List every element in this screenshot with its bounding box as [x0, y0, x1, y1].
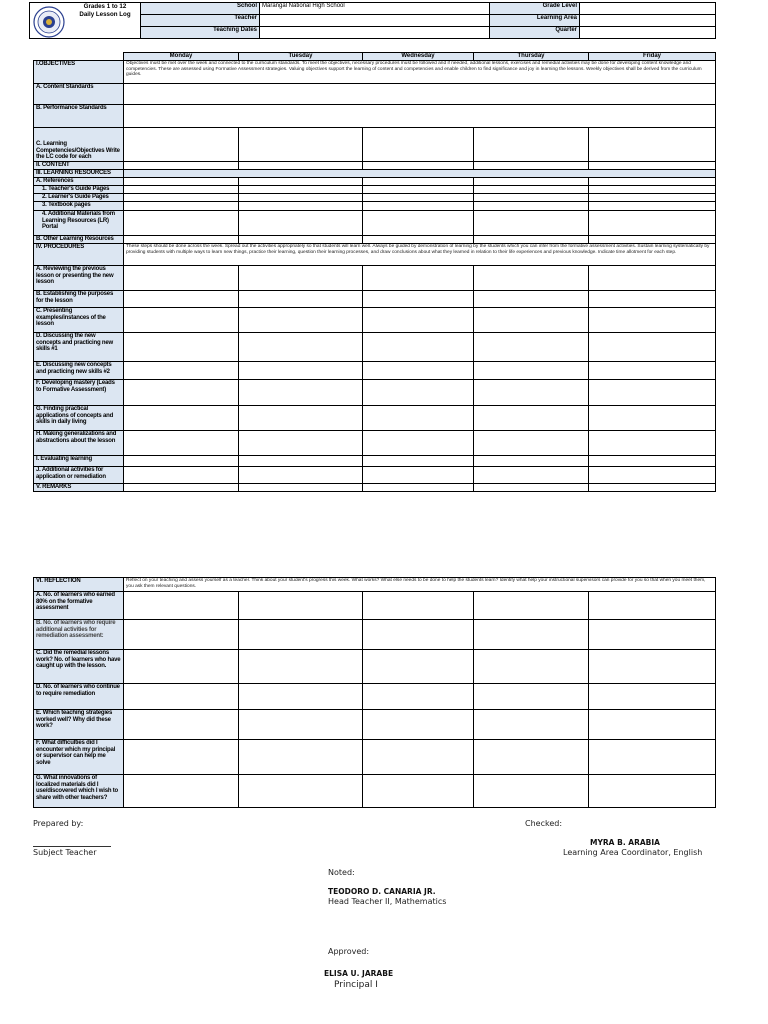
cell[interactable] — [239, 308, 363, 333]
procedure-f-row — [34, 380, 716, 406]
cell[interactable] — [589, 592, 716, 620]
checked-name: MYRA B. ARABIA — [590, 838, 660, 847]
cell[interactable] — [363, 467, 474, 484]
cell[interactable] — [474, 291, 589, 308]
procedure-e-row — [34, 362, 716, 380]
teachers-guide-row — [34, 186, 716, 194]
cell[interactable] — [239, 178, 363, 186]
references-row — [34, 178, 716, 186]
cell[interactable] — [124, 592, 239, 620]
procedure-g-row — [34, 406, 716, 431]
school-label: School — [141, 3, 260, 15]
cell[interactable] — [474, 740, 589, 775]
cell[interactable] — [124, 308, 239, 333]
cell[interactable] — [363, 740, 474, 775]
cell[interactable] — [589, 333, 716, 362]
area-label: Learning Area — [490, 15, 580, 27]
cell[interactable] — [363, 380, 474, 406]
cell[interactable] — [589, 456, 716, 467]
cell[interactable] — [589, 186, 716, 194]
reflection-note: Reflect on your teaching and assess yourself as a teacher. Think about your student's progress this week. What works? What else needs to be done to help the students learn? Identify what help your instructional supervisors can provide for you so that when you meet them, you ask them relevant questions. — [124, 578, 716, 592]
cell[interactable] — [363, 186, 474, 194]
cell[interactable] — [363, 333, 474, 362]
cell[interactable] — [239, 202, 363, 211]
procedure-g-label: G. Finding practical applications of concepts and skills in daily living — [34, 406, 124, 431]
reflection-e-row — [34, 710, 716, 740]
cell[interactable] — [474, 308, 589, 333]
cell[interactable] — [239, 431, 363, 456]
cell[interactable] — [239, 236, 363, 244]
cell[interactable] — [239, 484, 363, 492]
form-title-line-1: Grades 1 to 12 — [83, 3, 127, 10]
cell[interactable] — [474, 592, 589, 620]
cell[interactable] — [363, 194, 474, 202]
cell[interactable] — [239, 710, 363, 740]
cell[interactable] — [474, 194, 589, 202]
cell[interactable] — [363, 775, 474, 808]
day-header-row — [34, 53, 716, 61]
procedure-d-label: D. Discussing the new concepts and practicing new skills #1 — [34, 333, 124, 362]
cell[interactable] — [363, 710, 474, 740]
cell[interactable] — [363, 178, 474, 186]
teacher-field[interactable] — [260, 15, 490, 27]
procedures-note: These steps should be done across the week. Spread out the activities appropriately so that students will learn well. Always be guided by demonstration of learning by the students which you can infer from the formative assessment activities. Sustain learning systematically by providing students with multiple ways to learn new things, practice their learning, question their learning processes, and draw conclusions about what they learned in relation to their life experiences and previous knowledge. Indicate time allotment for each step. — [124, 244, 716, 266]
references-label: A. References — [34, 178, 124, 186]
cell[interactable] — [239, 592, 363, 620]
cell[interactable] — [474, 202, 589, 211]
grade-label: Grade Level — [490, 3, 580, 15]
procedure-i-row — [34, 456, 716, 467]
cell[interactable] — [589, 194, 716, 202]
cell[interactable] — [363, 266, 474, 291]
cell[interactable] — [239, 406, 363, 431]
cell[interactable] — [124, 484, 239, 492]
header-table — [29, 2, 716, 39]
cell[interactable] — [239, 380, 363, 406]
cell[interactable] — [124, 186, 239, 194]
procedure-j-label: J. Additional activities for application or remediation — [34, 467, 124, 484]
cell[interactable] — [589, 740, 716, 775]
cell[interactable] — [474, 650, 589, 684]
textbook-row — [34, 202, 716, 211]
learning-resources-label: III. LEARNING RESOURCES — [34, 170, 124, 178]
cell[interactable] — [124, 162, 239, 170]
cell[interactable] — [124, 650, 239, 684]
procedure-j-row — [34, 467, 716, 484]
reflection-b-row — [34, 620, 716, 650]
cell[interactable] — [474, 333, 589, 362]
cell[interactable] — [124, 194, 239, 202]
cell[interactable] — [124, 333, 239, 362]
day-friday: Friday — [589, 53, 716, 61]
grade-field[interactable] — [580, 3, 716, 15]
noted-label: Noted: — [328, 868, 355, 877]
cell[interactable] — [474, 710, 589, 740]
procedures-row — [34, 244, 716, 266]
other-resources-row — [34, 236, 716, 244]
cell[interactable] — [239, 333, 363, 362]
cell[interactable] — [474, 128, 589, 162]
cell[interactable] — [589, 362, 716, 380]
cell[interactable] — [363, 236, 474, 244]
cell[interactable] — [589, 202, 716, 211]
day-tuesday: Tuesday — [239, 53, 363, 61]
reflection-b-label: B. No. of learners who require additional activities for remediation assessment: — [34, 620, 124, 650]
cell[interactable] — [589, 162, 716, 170]
reflection-label: VI. REFLECTION — [34, 578, 124, 592]
cell[interactable] — [239, 186, 363, 194]
learning-resources-row — [34, 170, 716, 178]
cell[interactable] — [239, 211, 363, 236]
cell[interactable] — [363, 431, 474, 456]
content-standards-field[interactable] — [124, 84, 716, 105]
reflection-table — [33, 577, 716, 808]
cell[interactable] — [363, 592, 474, 620]
cell[interactable] — [363, 684, 474, 710]
reflection-e-label: E. Which teaching strategies worked well? Why did these work? — [34, 710, 124, 740]
procedure-c-row — [34, 308, 716, 333]
procedure-c-label: C. Presenting examples/instances of the lesson — [34, 308, 124, 333]
corner-cell — [34, 53, 124, 61]
teachers-guide-label: 1. Teacher's Guide Pages — [34, 186, 124, 194]
cell[interactable] — [124, 128, 239, 162]
cell[interactable] — [239, 266, 363, 291]
day-wednesday: Wednesday — [363, 53, 474, 61]
procedure-f-label: F. Developing mastery (Leads to Formative Assessment) — [34, 380, 124, 406]
procedure-h-label: H. Making generalizations and abstractions about the lesson — [34, 431, 124, 456]
reflection-d-row — [34, 684, 716, 710]
cell[interactable] — [239, 775, 363, 808]
prepared-by-label: Prepared by: — [33, 819, 84, 828]
cell[interactable] — [589, 484, 716, 492]
noted-role: Head Teacher II, Mathematics — [328, 897, 447, 906]
procedure-e-label: E. Discussing new concepts and practicing new skills #2 — [34, 362, 124, 380]
cell[interactable] — [363, 291, 474, 308]
cell[interactable] — [124, 266, 239, 291]
cell[interactable] — [474, 467, 589, 484]
textbook-label: 3. Textbook pages — [34, 202, 124, 211]
area-field[interactable] — [580, 15, 716, 27]
cell[interactable] — [589, 308, 716, 333]
performance-standards-field[interactable] — [124, 105, 716, 128]
cell[interactable] — [589, 266, 716, 291]
cell[interactable] — [363, 211, 474, 236]
cell[interactable] — [474, 178, 589, 186]
cell[interactable] — [363, 484, 474, 492]
cell[interactable] — [239, 162, 363, 170]
cell[interactable] — [124, 740, 239, 775]
cell[interactable] — [589, 710, 716, 740]
noted-name: TEODORO D. CANARIA JR. — [328, 887, 436, 896]
cell[interactable] — [124, 684, 239, 710]
learners-guide-row — [34, 194, 716, 202]
reflection-a-label: A. No. of learners who earned 80% on the formative assessment — [34, 592, 124, 620]
cell[interactable] — [239, 684, 363, 710]
content-row — [34, 162, 716, 170]
approved-role: Principal I — [334, 980, 378, 990]
day-monday: Monday — [124, 53, 239, 61]
cell[interactable] — [363, 650, 474, 684]
cell[interactable] — [124, 291, 239, 308]
cell[interactable] — [363, 406, 474, 431]
cell[interactable] — [363, 308, 474, 333]
cell[interactable] — [474, 186, 589, 194]
cell[interactable] — [124, 211, 239, 236]
reflection-g-label: G. What innovations of localized materials did I use/discovered which I wish to share with other teachers? — [34, 775, 124, 808]
remarks-row — [34, 484, 716, 492]
objectives-note: Objectives must be met over the week and connected to the curriculum standards. To meet the objectives, necessary procedures must be followed and if needed, additional lessons, exercises and remedial activities may be done for developing content knowledge and competencies. These are assessed using Formative Assessment strategies. Valuing objectives support the learning of content and competencies and enable children to find significance and joy in learning the lessons. Weekly objectives shall be derived from the curriculum guides. — [124, 61, 716, 84]
remarks-label: V. REMARKS — [34, 484, 124, 492]
cell[interactable] — [239, 362, 363, 380]
cell[interactable] — [589, 178, 716, 186]
cell[interactable] — [474, 431, 589, 456]
cell[interactable] — [474, 775, 589, 808]
additional-materials-row — [34, 211, 716, 236]
cell[interactable] — [239, 128, 363, 162]
cell[interactable] — [363, 456, 474, 467]
procedure-a-label: A. Reviewing the previous lesson or presenting the new lesson — [34, 266, 124, 291]
procedure-b-row — [34, 291, 716, 308]
cell[interactable] — [363, 620, 474, 650]
cell[interactable] — [589, 684, 716, 710]
cell[interactable] — [589, 380, 716, 406]
teacher-label: Teacher — [141, 15, 260, 27]
cell[interactable] — [474, 406, 589, 431]
cell[interactable] — [239, 740, 363, 775]
cell[interactable] — [474, 484, 589, 492]
cell[interactable] — [474, 162, 589, 170]
reflection-f-row — [34, 740, 716, 775]
procedure-a-row — [34, 266, 716, 291]
cell[interactable] — [124, 362, 239, 380]
day-thursday: Thursday — [474, 53, 589, 61]
dates-field[interactable] — [260, 27, 490, 39]
performance-standards-row — [34, 105, 716, 128]
additional-materials-label: 4. Additional Materials from Learning Resources (LR) Portal — [34, 211, 124, 236]
cell[interactable] — [589, 236, 716, 244]
prepared-signature-line — [33, 846, 111, 847]
cell[interactable] — [474, 380, 589, 406]
cell[interactable] — [124, 456, 239, 467]
performance-standards-label: B. Performance Standards — [34, 105, 124, 128]
cell[interactable] — [124, 236, 239, 244]
reflection-g-row — [34, 775, 716, 808]
cell[interactable] — [589, 467, 716, 484]
reflection-d-label: D. No. of learners who continue to require remediation — [34, 684, 124, 710]
reflection-a-row — [34, 592, 716, 620]
cell[interactable] — [589, 291, 716, 308]
cell[interactable] — [239, 194, 363, 202]
content-standards-row — [34, 84, 716, 105]
checked-label: Checked: — [525, 819, 563, 828]
cell[interactable] — [474, 620, 589, 650]
cell[interactable] — [589, 211, 716, 236]
objectives-label: I.OBJECTIVES — [34, 61, 124, 84]
cell[interactable] — [124, 620, 239, 650]
reflection-c-row — [34, 650, 716, 684]
reflection-row — [34, 578, 716, 592]
cell[interactable] — [239, 291, 363, 308]
learning-resources-span — [124, 170, 716, 178]
procedure-b-label: B. Establishing the purposes for the lesson — [34, 291, 124, 308]
procedures-label: IV. PROCEDURES — [34, 244, 124, 266]
quarter-field[interactable] — [580, 27, 716, 39]
objectives-row — [34, 61, 716, 84]
cell[interactable] — [124, 775, 239, 808]
cell[interactable] — [589, 650, 716, 684]
cell[interactable] — [474, 236, 589, 244]
cell[interactable] — [589, 620, 716, 650]
school-field[interactable]: Marangal National High School — [260, 3, 490, 15]
cell[interactable] — [474, 266, 589, 291]
reflection-c-label: C. Did the remedial lessons work? No. of learners who have caught up with the lesson. — [34, 650, 124, 684]
cell[interactable] — [363, 362, 474, 380]
content-label: II. CONTENT — [34, 162, 124, 170]
cell[interactable] — [239, 456, 363, 467]
cell[interactable] — [239, 467, 363, 484]
form-title-line-2: Daily Lesson Log — [79, 11, 131, 18]
learning-competencies-label: C. Learning Competencies/Objectives Write the LC code for each — [34, 128, 124, 162]
cell[interactable] — [239, 620, 363, 650]
procedure-d-row — [34, 333, 716, 362]
cell[interactable] — [124, 406, 239, 431]
approved-name: ELISA U. JARABE — [324, 969, 394, 978]
cell[interactable] — [363, 202, 474, 211]
cell[interactable] — [363, 128, 474, 162]
cell[interactable] — [589, 128, 716, 162]
seal-cell — [30, 3, 141, 39]
reflection-f-label: F. What difficulties did I encounter which my principal or supervisor can help me solve — [34, 740, 124, 775]
cell[interactable] — [589, 406, 716, 431]
quarter-label: Quarter — [490, 27, 580, 39]
cell[interactable] — [239, 650, 363, 684]
cell[interactable] — [124, 380, 239, 406]
other-resources-label: B. Other Learning Resources — [34, 236, 124, 244]
procedure-i-label: I. Evaluating learning — [34, 456, 124, 467]
checked-role: Learning Area Coordinator, English — [563, 848, 703, 857]
cell[interactable] — [124, 178, 239, 186]
lesson-log-table — [33, 52, 716, 492]
cell[interactable] — [474, 211, 589, 236]
cell[interactable] — [589, 431, 716, 456]
cell[interactable] — [474, 684, 589, 710]
procedure-h-row — [34, 431, 716, 456]
learners-guide-label: 2. Learner's Guide Pages — [34, 194, 124, 202]
cell[interactable] — [124, 431, 239, 456]
cell[interactable] — [124, 710, 239, 740]
cell[interactable] — [363, 162, 474, 170]
dates-label: Teaching Dates — [141, 27, 260, 39]
cell[interactable] — [474, 456, 589, 467]
cell[interactable] — [589, 775, 716, 808]
approved-label: Approved: — [328, 947, 370, 956]
content-standards-label: A. Content Standards — [34, 84, 124, 105]
cell[interactable] — [124, 202, 239, 211]
prepared-role: Subject Teacher — [33, 848, 97, 857]
learning-competencies-row — [34, 128, 716, 162]
cell[interactable] — [474, 362, 589, 380]
cell[interactable] — [124, 467, 239, 484]
